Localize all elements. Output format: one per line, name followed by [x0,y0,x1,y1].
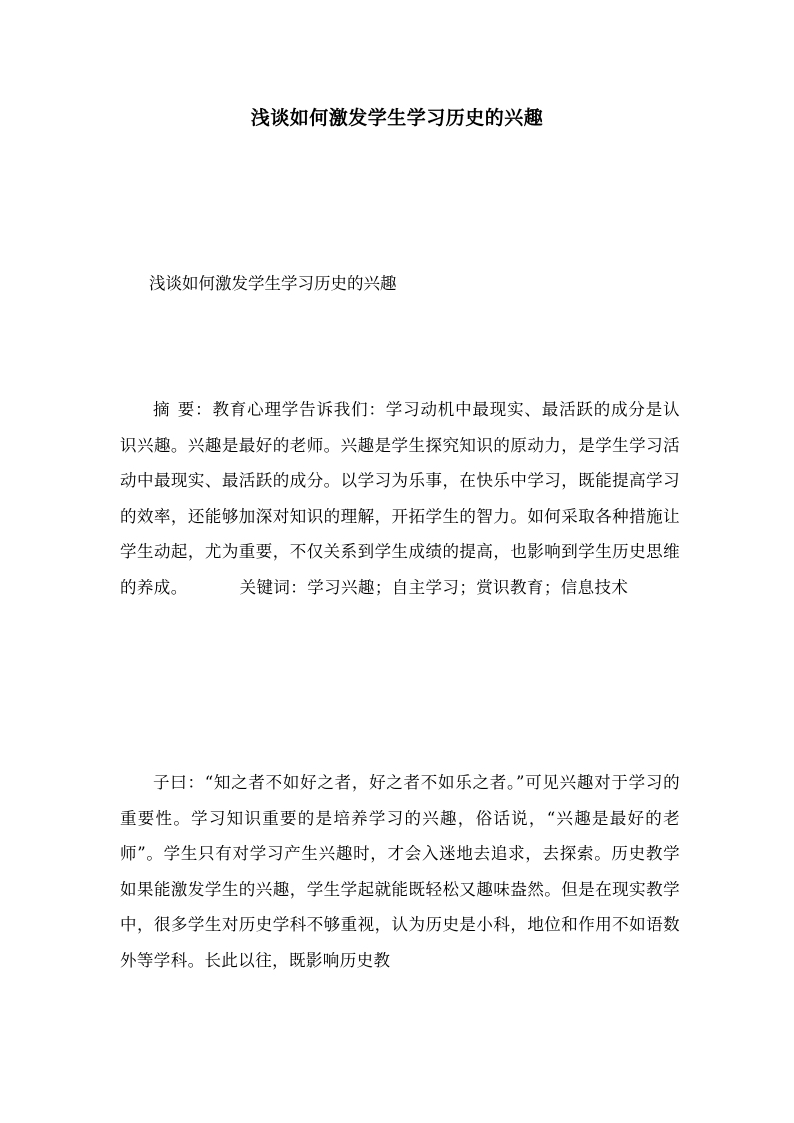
document-subtitle: 浅谈如何激发学生学习历史的兴趣 [149,274,397,293]
keywords-label: 关键词： [239,577,308,597]
abstract-paragraph [120,392,680,605]
keywords-text: 学习兴趣；自主学习；赏识教育；信息技术 [307,577,629,597]
abstract-text: 教育心理学告诉我们：学习动机中最现实、最活跃的成分是认识兴趣。兴趣是最好的老师。兴趣是学生探究知识的原动力，是学生学习活动中最现实、最活跃的成分。以学习为乐事，在快乐中学习，既能提高学习的效率，还能够加深对知识的理解，开拓学生的智力。如何采取各种措施让学生动起，尤为重要，不仅关系到学生成绩的提高，也影响到学生历史思维的养成。 [120,400,680,597]
abstract-label-first: 摘 [153,400,171,419]
body-paragraph: 子曰：“知之者不如好之者，好之者不如乐之者。”可见兴趣对于学习的重要性。学习知识重要的是培养学习的兴趣，俗话说，“兴趣是最好的老师”。学生只有对学习产生兴趣时，才会入迷地去追求，去探索。历史教学如果能激发学生的兴趣，学生学起就能既轻松又趣味盎然。但是在现实教学中，很多学生对历史学科不够重视，认为历史是小科，地位和作用不如语数外等学科。长此以往，既影响历史教 [120,773,680,970]
abstract-label-second: 要： [177,400,213,419]
document-title: 浅谈如何激发学生学习历史的兴趣 [250,107,544,129]
